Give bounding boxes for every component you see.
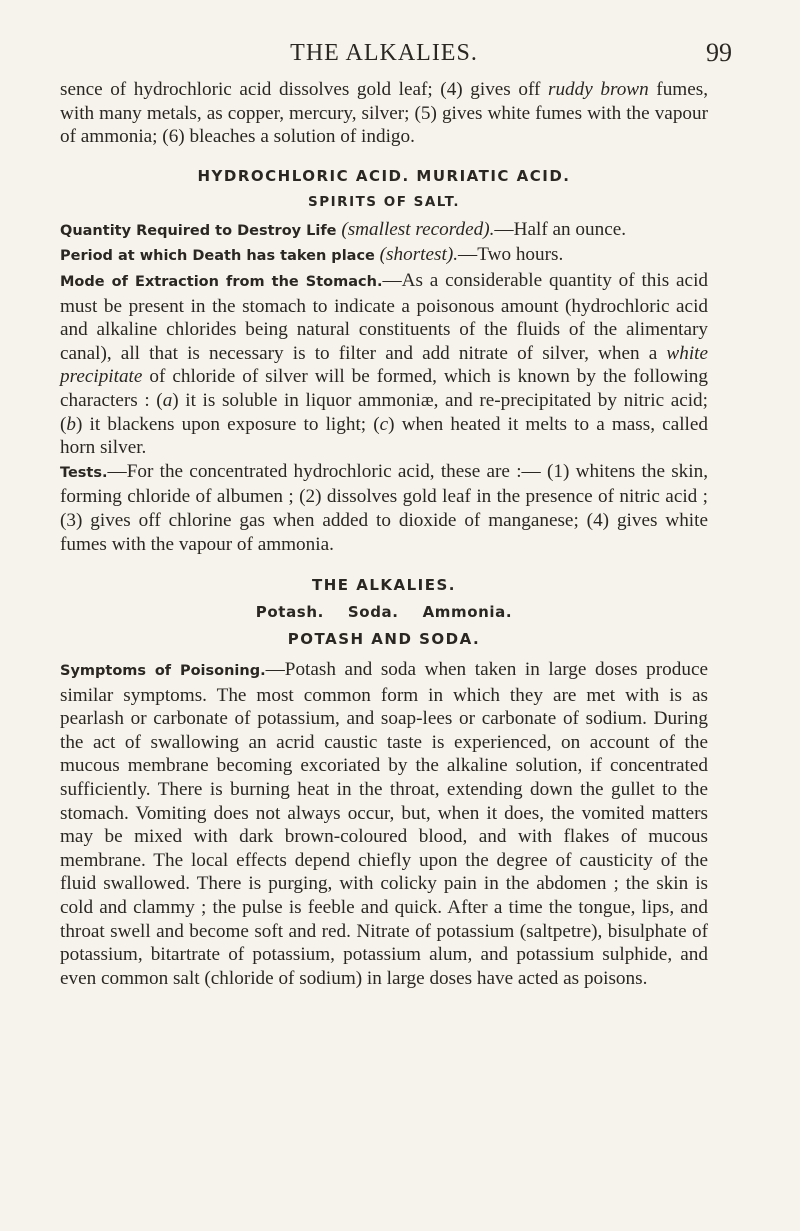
potash-soda-heading: POTASH AND SODA. bbox=[287, 630, 481, 649]
hcl-heading: HYDROCHLORIC ACID. MURIATIC ACID. bbox=[197, 166, 571, 185]
intro-text-2: fumes, with many metals, as copper, mercury, silver; (5) gives white fumes with the vapour of ammonia; (6) bleaches a solution of indigo. bbox=[60, 79, 708, 148]
page-number: 99 bbox=[706, 38, 732, 67]
alkalies-subheading bbox=[60, 603, 708, 621]
extraction-text-5: ) when heated it melts to a mass, called horn silver. bbox=[60, 413, 708, 459]
period-paragraph bbox=[60, 243, 708, 269]
running-title: THE ALKALIES. bbox=[290, 40, 478, 66]
extraction-text-2: of chloride of silver will be formed, which is known by the following characters : ( bbox=[60, 366, 708, 411]
hcl-subheading: SPIRITS OF SALT. bbox=[308, 193, 460, 210]
extraction-paragraph bbox=[60, 269, 708, 460]
quantity-text: —Half an ounce. bbox=[494, 218, 627, 240]
quantity-lead: Quantity Required to Destroy Life bbox=[60, 222, 337, 239]
page-header bbox=[60, 0, 732, 78]
symptoms-text: —Potash and soda when taken in large doses produce similar symptoms. The most common form in which they are met with is as pearlash or carbonate of potassium, and soap-lees or carbonate of sodium. During the act of swallowing an acrid caustic taste is experienced, on account of the mucous membrane becoming excoriated by the alkaline solution, if concentrated sufficiently. There is burning heat in the throat, extending down the gullet to the stomach. Vomiting does not always occur, but, when it does, the vomited matters may be mixed with dark brown-coloured blood, and with flakes of mucous membrane. The local effects depend chiefly upon the degree of causticity of the fluid swallowed. There is purging, with colicky pain in the abdomen ; the skin is cold and clammy ; the pulse is feeble and quick. After a time the tongue, lips, and throat swell and become soft and red. Nitrate of potassium (saltpetre), bisulphate of potassium, bitartrate of potassium, potassium alum, and potassium sulphide, and even common salt (chloride of sodium) in large doses have acted as poisons. bbox=[60, 659, 708, 989]
extraction-italic-b: b bbox=[66, 413, 76, 435]
subheading-potash: Potash. bbox=[255, 603, 324, 622]
intro-italic: ruddy brown bbox=[548, 79, 649, 100]
tests-lead: Tests. bbox=[60, 464, 108, 481]
tests-text: —For the concentrated hydrochloric acid, these are :— (1) whitens the skin, forming chloride of albumen ; (2) dissolves gold leaf in the presence of nitric acid ; (3) gives off chlorine gas when added to dioxide of manganese; (4) gives white fumes with the vapour of ammonia. bbox=[60, 460, 708, 555]
extraction-lead: Mode of Extraction from the Stomach. bbox=[60, 273, 383, 290]
quantity-paragraph bbox=[60, 218, 708, 244]
symptoms-paragraph bbox=[60, 658, 708, 990]
symptoms-lead: Symptoms of Poisoning. bbox=[60, 663, 266, 680]
intro-paragraph bbox=[60, 78, 708, 149]
quantity-italic: (smallest recorded). bbox=[341, 218, 495, 240]
extraction-italic-c: c bbox=[379, 413, 389, 435]
extraction-italic-1: white precipitate bbox=[60, 342, 708, 388]
extraction-text-4: ) it blackens upon exposure to light; ( bbox=[75, 413, 380, 435]
extraction-italic-a: a bbox=[162, 389, 173, 411]
extraction-text-3: ) it is soluble in liquor ammoniæ, and re-precipitated by nitric acid; ( bbox=[60, 389, 708, 435]
extraction-text-1: —As a considerable quantity of this acid must be present in the stomach to indicate a poisonous amount (hydrochloric acid and alkaline chlorides being natural constituents of the fluids of the alimentary canal), all that is necessary is to filter and add nitrate of silver, when a bbox=[60, 269, 708, 364]
period-italic: (shortest). bbox=[379, 244, 459, 266]
subheading-soda: Soda. bbox=[347, 603, 399, 622]
alkalies-heading: THE ALKALIES. bbox=[311, 576, 457, 595]
subheading-ammonia: Ammonia. bbox=[422, 603, 513, 622]
period-lead: Period at which Death has taken place bbox=[60, 248, 375, 265]
period-text: —Two hours. bbox=[458, 244, 564, 266]
tests-paragraph bbox=[60, 460, 708, 556]
intro-text-1: sence of hydrochloric acid dissolves gold leaf; (4) gives off bbox=[60, 79, 548, 100]
